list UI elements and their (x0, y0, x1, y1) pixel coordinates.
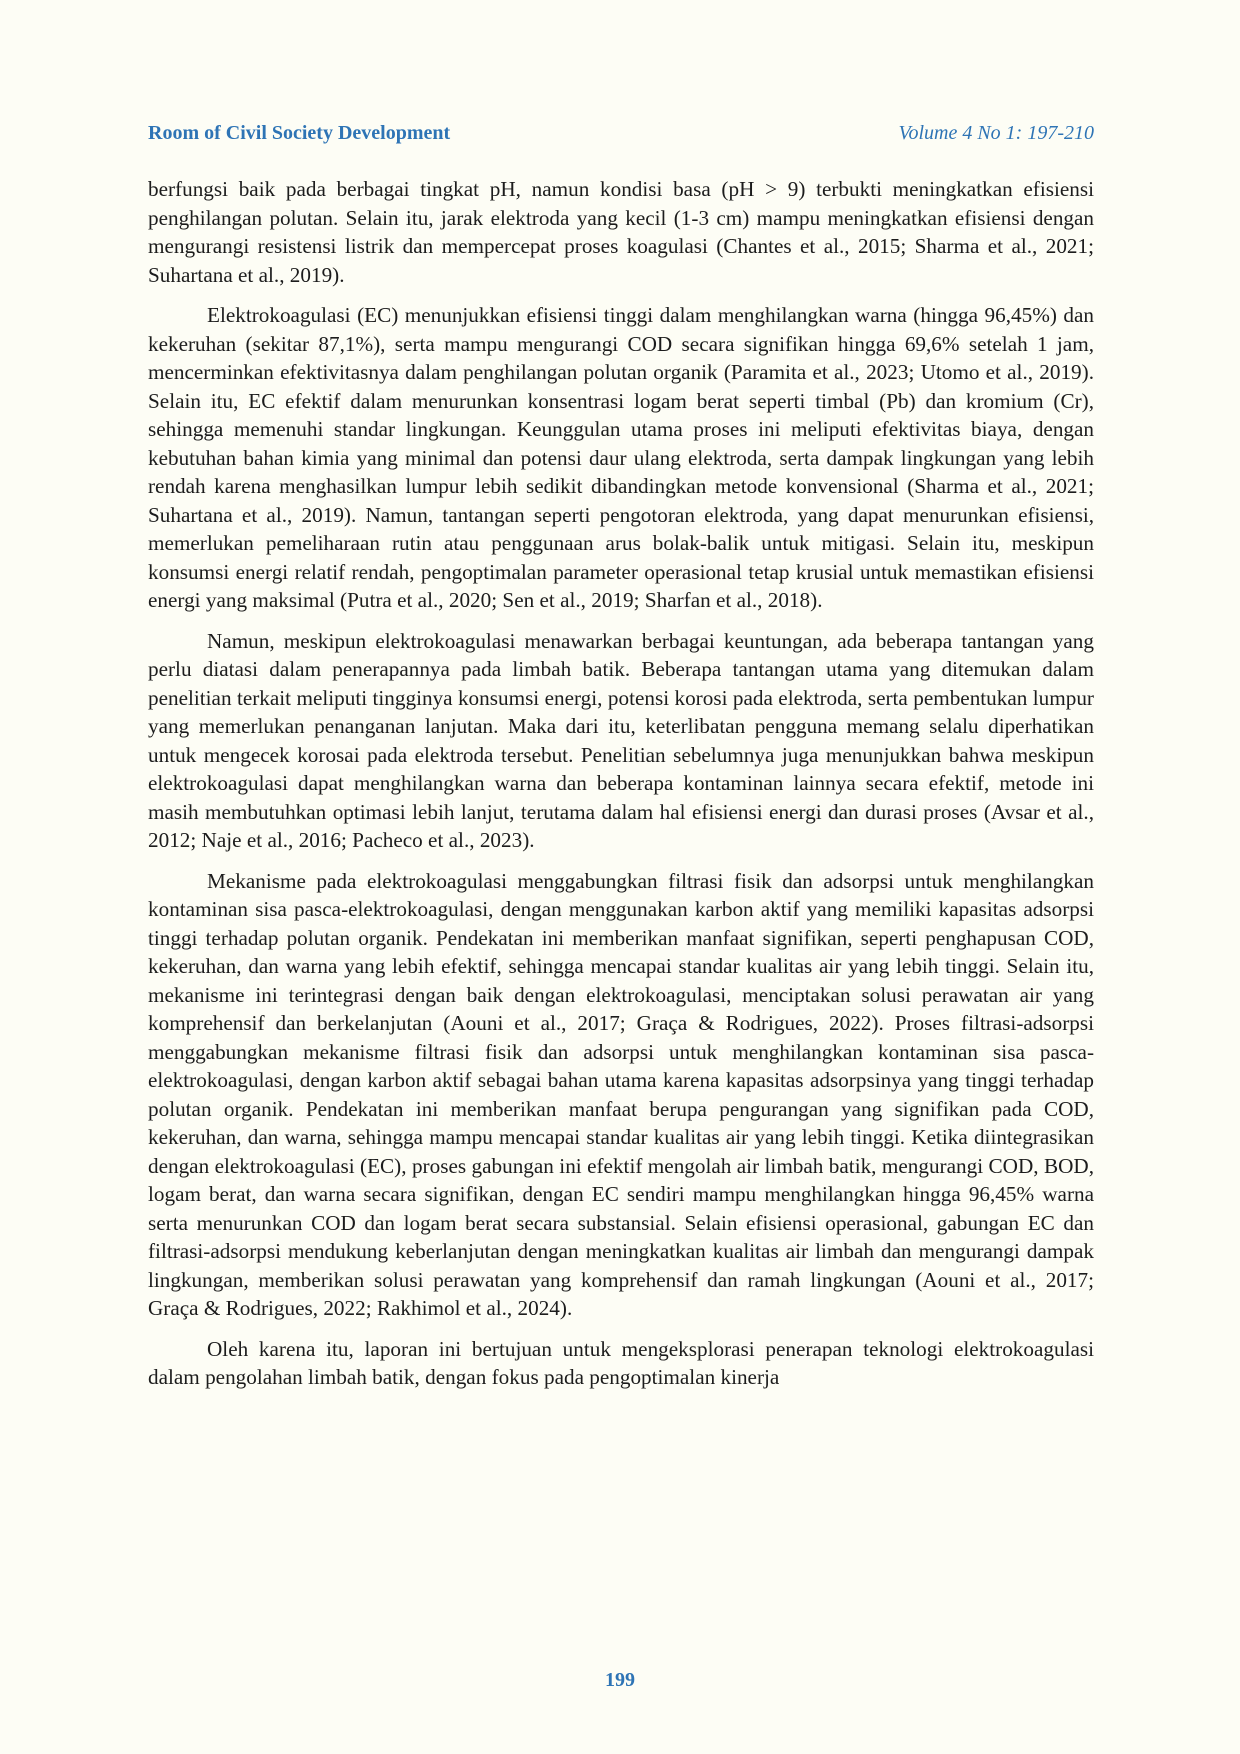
volume-info: Volume 4 No 1: 197-210 (898, 122, 1094, 144)
page-number: 199 (605, 1669, 635, 1691)
paragraph-continuation: berfungsi baik pada berbagai tingkat pH, namun kondisi basa (pH > 9) terbukti meningkatkan efisiensi penghilangan polutan. Selain itu, jarak elektroda yang kecil (1-3 cm) mampu meningkatkan efisiensi dengan mengurangi resistensi listrik dan mempercepat proses koagulasi (Chantes et al., 2015; Sharma et al., 2021; Suhartana et al., 2019). (148, 177, 1094, 287)
journal-name: Room of Civil Society Development (148, 122, 451, 144)
running-header (148, 122, 1094, 152)
paragraph: Elektrokoagulasi (EC) menunjukkan efisiensi tinggi dalam menghilangkan warna (hingga 96,45%) dan kekeruhan (sekitar 87,1%), serta mampu mengurangi COD secara signifikan hingga 69,6% setelah 1 jam, mencerminkan efektivitasnya dalam penghilangan polutan organik (Paramita et al., 2023; Utomo et al., 2019). Selain itu, EC efektif dalam menurunkan konsentrasi logam berat seperti timbal (Pb) dan kromium (Cr), sehingga memenuhi standar lingkungan. Keunggulan utama proses ini meliputi efektivitas biaya, dengan kebutuhan bahan kimia yang minimal dan potensi daur ulang elektroda, serta dampak lingkungan yang lebih rendah karena menghasilkan lumpur lebih sedikit dibandingkan metode konvensional (Sharma et al., 2021; Suhartana et al., 2019). Namun, tantangan seperti pengotoran elektroda, yang dapat menurunkan efisiensi, memerlukan pemeliharaan rutin atau penggunaan arus bolak-balik untuk mitigasi. Selain itu, meskipun konsumsi energi relatif rendah, pengoptimalan parameter operasional tetap krusial untuk memastikan efisiensi energi yang maksimal (Putra et al., 2020; Sen et al., 2019; Sharfan et al., 2018). (148, 303, 1094, 612)
paragraph: Oleh karena itu, laporan ini bertujuan untuk mengeksplorasi penerapan teknologi elektrokoagulasi dalam pengolahan limbah batik, dengan fokus pada pengoptimalan kinerja (148, 1336, 1094, 1389)
article-body (148, 175, 1094, 1404)
paragraph: Namun, meskipun elektrokoagulasi menawarkan berbagai keuntungan, ada beberapa tantangan yang perlu diatasi dalam penerapannya pada limbah batik. Beberapa tantangan utama yang ditemukan dalam penelitian terkait meliputi tingginya konsumsi energi, potensi korosi pada elektroda, serta pembentukan lumpur yang memerlukan penanganan lanjutan. Maka dari itu, keterlibatan pengguna memang selalu diperhatikan untuk mengecek korosai pada elektroda tersebut. Penelitian sebelumnya juga menunjukkan bahwa meskipun elektrokoagulasi dapat menghilangkan warna dan beberapa kontaminan lainnya secara efektif, metode ini masih membutuhkan optimasi lebih lanjut, terutama dalam hal efisiensi energi dan durasi proses (Avsar et al., 2012; Naje et al., 2016; Pacheco et al., 2023). (148, 628, 1094, 852)
paragraph: Mekanisme pada elektrokoagulasi menggabungkan filtrasi fisik dan adsorpsi untuk menghilangkan kontaminan sisa pasca-elektrokoagulasi, dengan menggunakan karbon aktif yang memiliki kapasitas adsorpsi tinggi terhadap polutan organik. Pendekatan ini memberikan manfaat signifikan, seperti penghapusan COD, kekeruhan, dan warna yang lebih efektif, sehingga mencapai standar kualitas air yang lebih tinggi. Selain itu, mekanisme ini terintegrasi dengan baik dengan elektrokoagulasi, menciptakan solusi perawatan air yang komprehensif dan berkelanjutan (Aouni et al., 2017; Graça & Rodrigues, 2022). Proses filtrasi-adsorpsi menggabungkan mekanisme filtrasi fisik dan adsorpsi untuk menghilangkan kontaminan sisa pasca-elektrokoagulasi, dengan karbon aktif sebagai bahan utama karena kapasitas adsorpsinya yang tinggi terhadap polutan organik. Pendekatan ini memberikan manfaat berupa pengurangan yang signifikan pada COD, kekeruhan, dan warna, sehingga mampu mencapai standar kualitas air yang lebih tinggi. Ketika diintegrasikan dengan elektrokoagulasi (EC), proses gabungan ini efektif mengolah air limbah batik, mengurangi COD, BOD, logam berat, dan warna secara signifikan, dengan EC sendiri mampu menghilangkan hingga 96,45% warna serta menurunkan COD dan logam berat secara substansial. Selain efisiensi operasional, gabungan EC dan filtrasi-adsorpsi mendukung keberlanjutan dengan meningkatkan kualitas air limbah dan mengurangi dampak lingkungan, memberikan solusi perawatan yang komprehensif dan ramah lingkungan (Aouni et al., 2017; Graça & Rodrigues, 2022; Rakhimol et al., 2024). (148, 868, 1094, 1320)
